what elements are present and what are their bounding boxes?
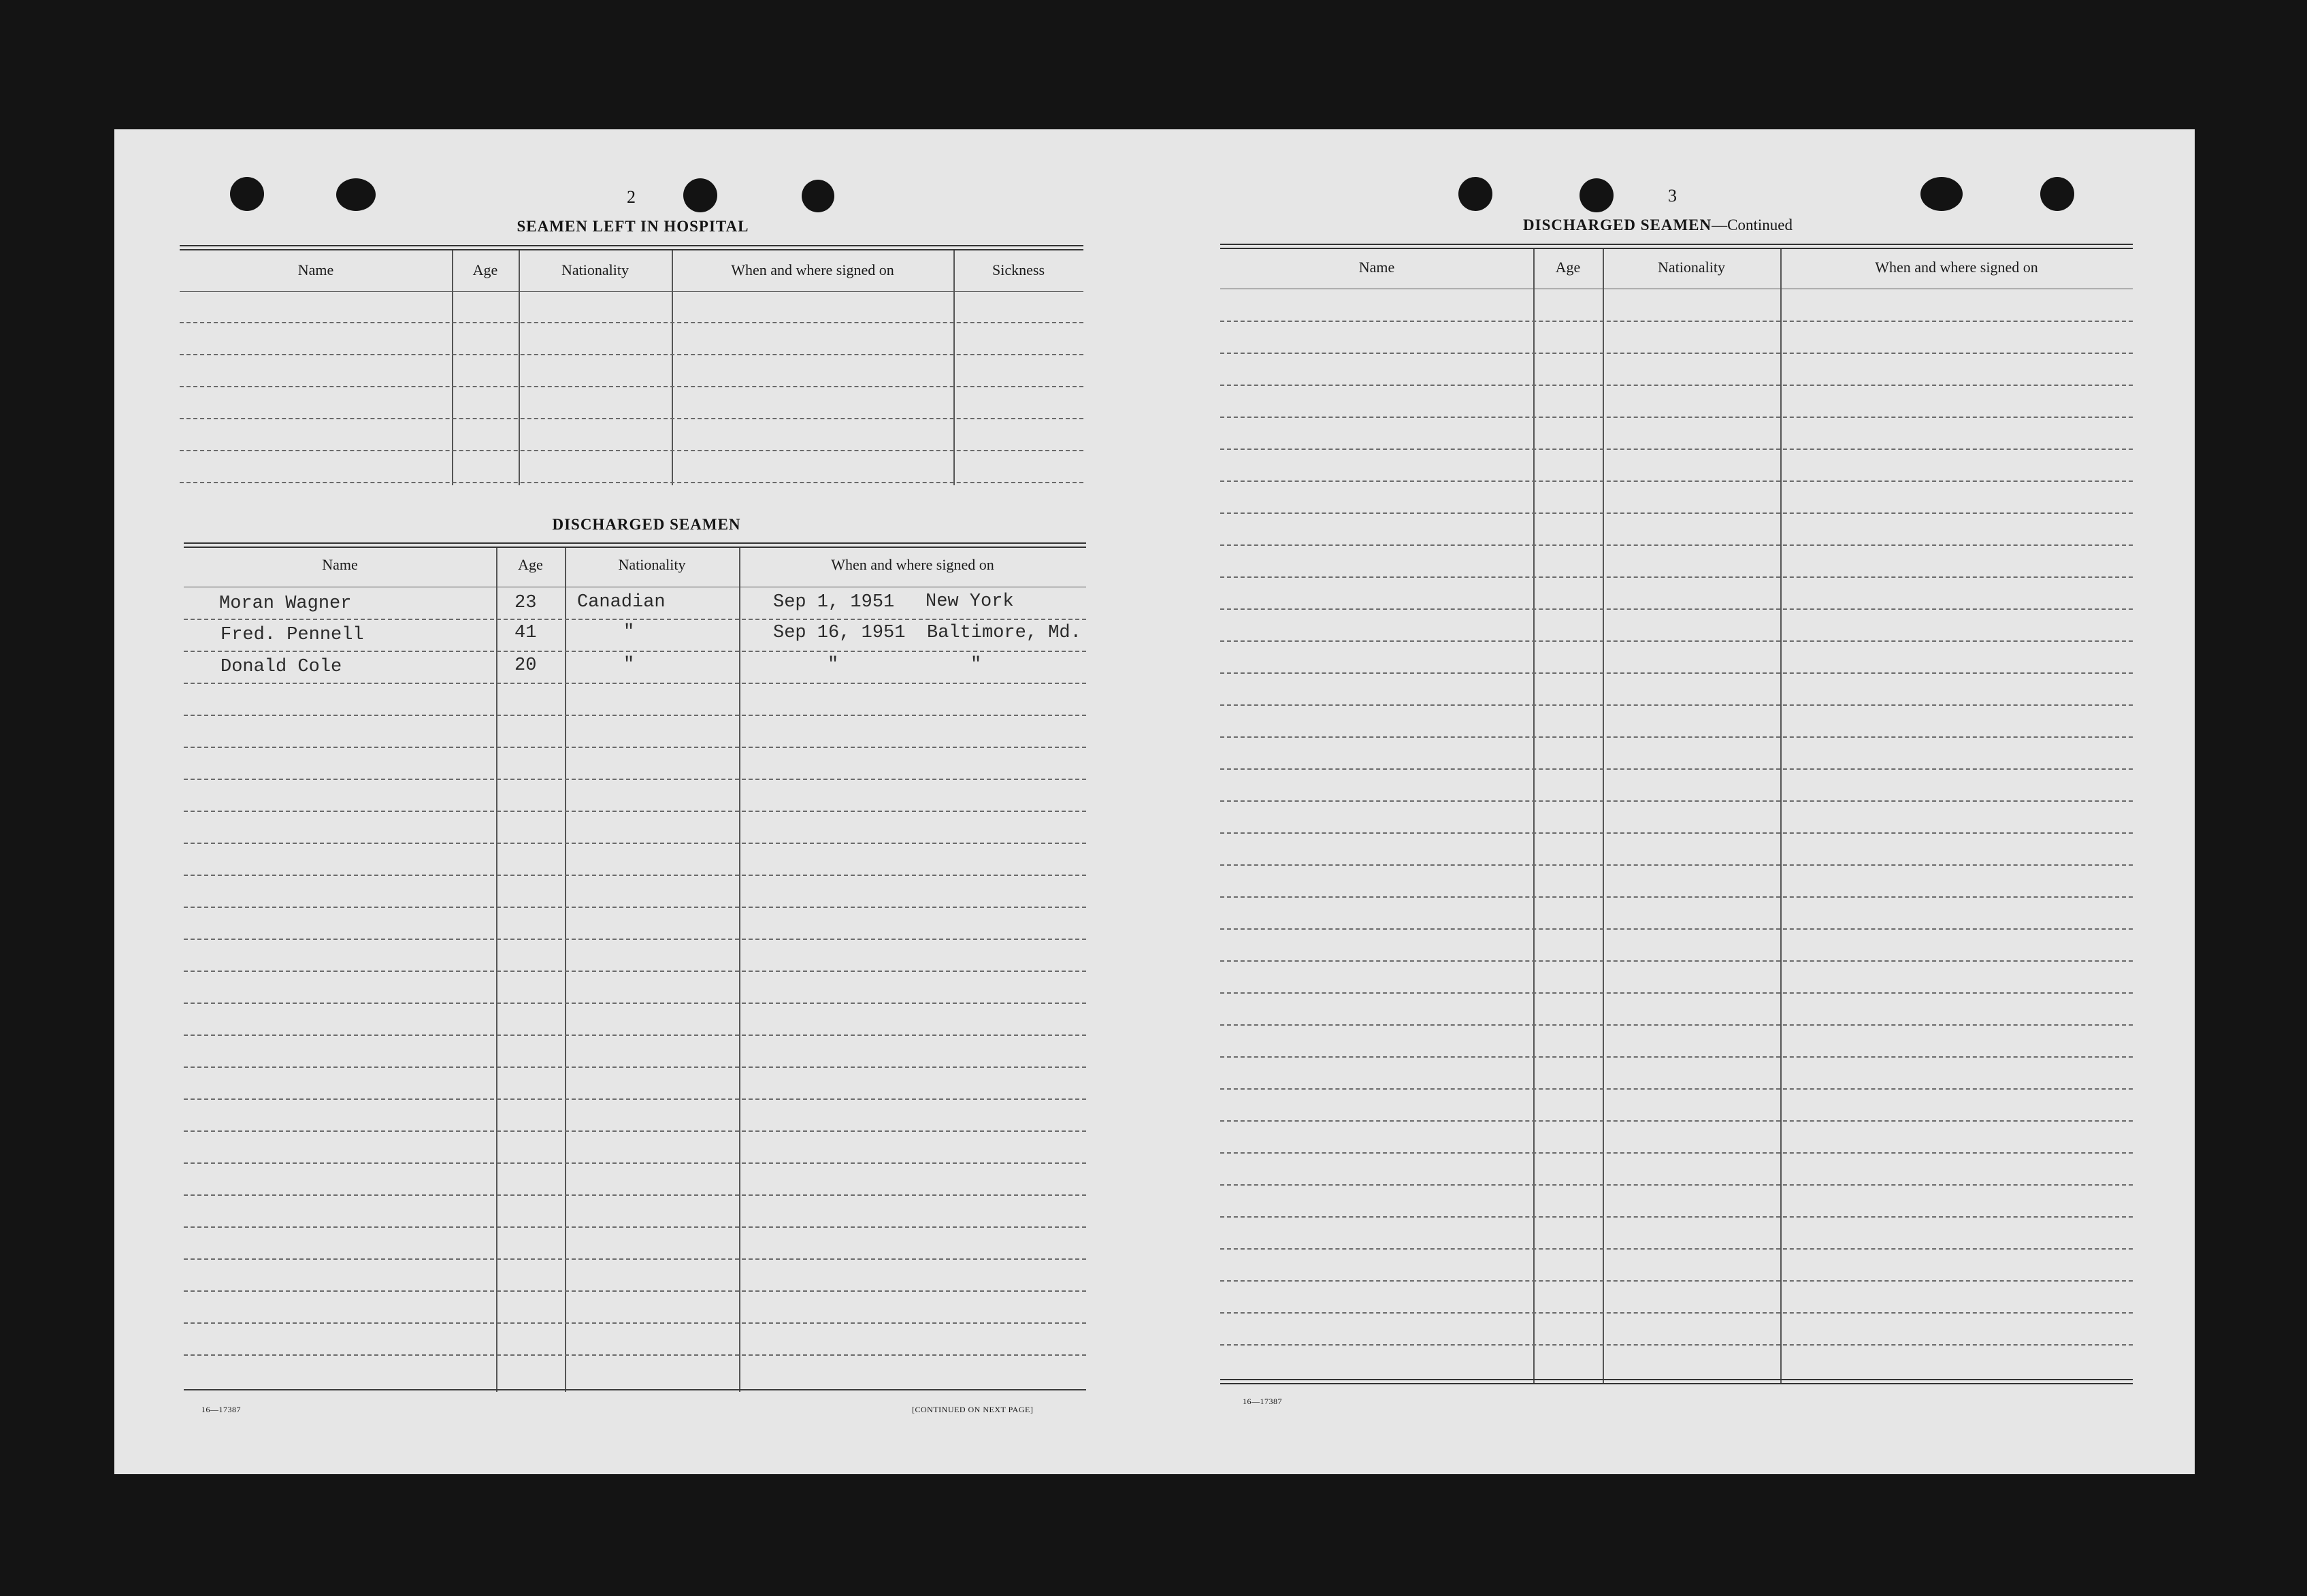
- row-rule: [1220, 1120, 2133, 1122]
- row-rule: [184, 1322, 1086, 1324]
- row-rule: [1220, 832, 2133, 834]
- row-rule: [1220, 321, 2133, 322]
- column-divider: [1533, 249, 1535, 1383]
- discharged-section-title: DISCHARGED SEAMEN: [552, 516, 741, 533]
- row-rule: [1220, 992, 2133, 994]
- column-header-age: Age: [472, 261, 498, 278]
- row-rule: [1220, 1152, 2133, 1154]
- row-rule: [1220, 800, 2133, 802]
- row-rule: [184, 1258, 1086, 1260]
- right-title-main: DISCHARGED SEAMEN: [1523, 216, 1712, 233]
- row-rule: [184, 939, 1086, 940]
- form-number-right: 16—17387: [1243, 1397, 1282, 1406]
- row-rule: [184, 651, 1086, 652]
- row-rule: [180, 386, 1083, 387]
- row-rule: [184, 715, 1086, 716]
- row-rule: [184, 779, 1086, 780]
- row-rule: [184, 1226, 1086, 1228]
- table-top-rule: [184, 542, 1086, 548]
- row-rule: [1220, 417, 2133, 418]
- form-number-left: 16—17387: [201, 1405, 241, 1414]
- row-rule: [184, 843, 1086, 844]
- row-rule: [1220, 353, 2133, 354]
- punch-hole: [336, 178, 376, 211]
- discharged-continued-table: [1220, 244, 2133, 1387]
- row-rule: [184, 811, 1086, 812]
- table-bottom-rule: [184, 1389, 1086, 1390]
- row-rule: [184, 1194, 1086, 1196]
- column-header-age: Age: [518, 556, 543, 573]
- seaman-nationality: Canadian: [577, 592, 666, 613]
- punch-hole: [1920, 177, 1963, 211]
- row-rule: [184, 1098, 1086, 1100]
- punch-hole: [1580, 178, 1614, 212]
- right-title-suffix: —Continued: [1712, 216, 1793, 233]
- column-header-signed-on: When and where signed on: [731, 261, 894, 278]
- column-header-signed-on: When and where signed on: [1875, 259, 2038, 276]
- seaman-age: 20: [514, 655, 537, 676]
- row-rule: [184, 1290, 1086, 1292]
- discharged-table: [184, 542, 1086, 1400]
- signed-on-date: ": [828, 655, 839, 675]
- page-number-right: 3: [1668, 186, 1677, 206]
- seaman-nationality: ": [623, 655, 635, 675]
- row-rule: [1220, 1088, 2133, 1090]
- row-rule: [184, 971, 1086, 972]
- column-header-nationality: Nationality: [618, 556, 686, 573]
- signed-on-place: New York: [926, 591, 1014, 612]
- signed-on-date: Sep 16, 1951: [773, 623, 906, 643]
- row-rule: [1220, 576, 2133, 578]
- hospital-section-title: SEAMEN LEFT IN HOSPITAL: [517, 218, 749, 235]
- row-rule: [1220, 1024, 2133, 1026]
- row-rule: [184, 1066, 1086, 1068]
- table-top-rule: [1220, 244, 2133, 249]
- seaman-nationality: ": [623, 622, 635, 642]
- column-divider: [1780, 249, 1782, 1383]
- row-rule: [1220, 1216, 2133, 1218]
- signed-on-place: ": [970, 655, 982, 675]
- seaman-name: Fred. Pennell: [220, 625, 364, 645]
- punch-hole: [683, 178, 717, 212]
- row-rule: [184, 875, 1086, 876]
- row-rule: [1220, 704, 2133, 706]
- page-number-left: 2: [627, 187, 636, 207]
- table-top-rule: [180, 245, 1083, 250]
- row-rule: [180, 482, 1083, 483]
- row-rule: [1220, 928, 2133, 930]
- row-rule: [1220, 481, 2133, 482]
- row-rule: [1220, 449, 2133, 450]
- seaman-age: 41: [514, 623, 537, 643]
- row-rule: [184, 747, 1086, 748]
- row-rule: [180, 418, 1083, 419]
- column-header-signed-on: When and where signed on: [831, 556, 994, 573]
- column-divider: [1603, 249, 1604, 1383]
- signed-on-date: Sep 1, 1951: [773, 592, 895, 613]
- punch-hole: [2040, 177, 2074, 211]
- row-rule: [1220, 896, 2133, 898]
- table-bottom-rule: [1220, 1379, 2133, 1384]
- row-rule: [1220, 1184, 2133, 1186]
- row-rule: [1220, 736, 2133, 738]
- ledger-spread: [114, 129, 2195, 1474]
- column-header-name: Name: [1358, 259, 1395, 276]
- row-rule: [1220, 1248, 2133, 1250]
- row-rule: [1220, 512, 2133, 514]
- row-rule: [184, 1003, 1086, 1004]
- row-rule: [180, 354, 1083, 355]
- row-rule: [1220, 640, 2133, 642]
- punch-hole: [1458, 177, 1492, 211]
- seaman-name: Donald Cole: [220, 657, 342, 677]
- row-rule: [1220, 768, 2133, 770]
- column-header-nationality: Nationality: [1658, 259, 1725, 276]
- column-divider: [739, 548, 740, 1392]
- row-rule: [180, 322, 1083, 323]
- row-rule: [1220, 1312, 2133, 1314]
- column-header-name: Name: [297, 261, 334, 278]
- row-rule: [1220, 1280, 2133, 1282]
- continued-note: [CONTINUED ON NEXT PAGE]: [912, 1405, 1034, 1414]
- row-rule: [184, 683, 1086, 684]
- row-rule: [1220, 1056, 2133, 1058]
- column-divider: [496, 548, 497, 1392]
- row-rule: [1220, 672, 2133, 674]
- row-rule: [1220, 864, 2133, 866]
- row-rule: [184, 1354, 1086, 1356]
- row-rule: [184, 1130, 1086, 1132]
- column-header-nationality: Nationality: [561, 261, 629, 278]
- column-header-sickness: Sickness: [992, 261, 1045, 278]
- column-header-age: Age: [1555, 259, 1581, 276]
- column-header-name: Name: [322, 556, 358, 573]
- row-rule: [1220, 385, 2133, 386]
- seaman-name: Moran Wagner: [219, 593, 352, 614]
- row-rule: [180, 450, 1083, 451]
- signed-on-place: Baltimore, Md.: [927, 623, 1081, 643]
- punch-hole: [802, 180, 834, 212]
- row-rule: [1220, 608, 2133, 610]
- row-rule: [184, 619, 1086, 620]
- seaman-age: 23: [514, 593, 537, 613]
- row-rule: [1220, 1344, 2133, 1346]
- column-divider: [565, 548, 566, 1392]
- punch-hole: [230, 177, 264, 211]
- row-rule: [184, 907, 1086, 908]
- row-rule: [184, 1162, 1086, 1164]
- row-rule: [1220, 960, 2133, 962]
- right-section-title: [1523, 216, 1793, 234]
- row-rule: [1220, 544, 2133, 546]
- row-rule: [184, 1035, 1086, 1036]
- header-underline: [180, 291, 1083, 292]
